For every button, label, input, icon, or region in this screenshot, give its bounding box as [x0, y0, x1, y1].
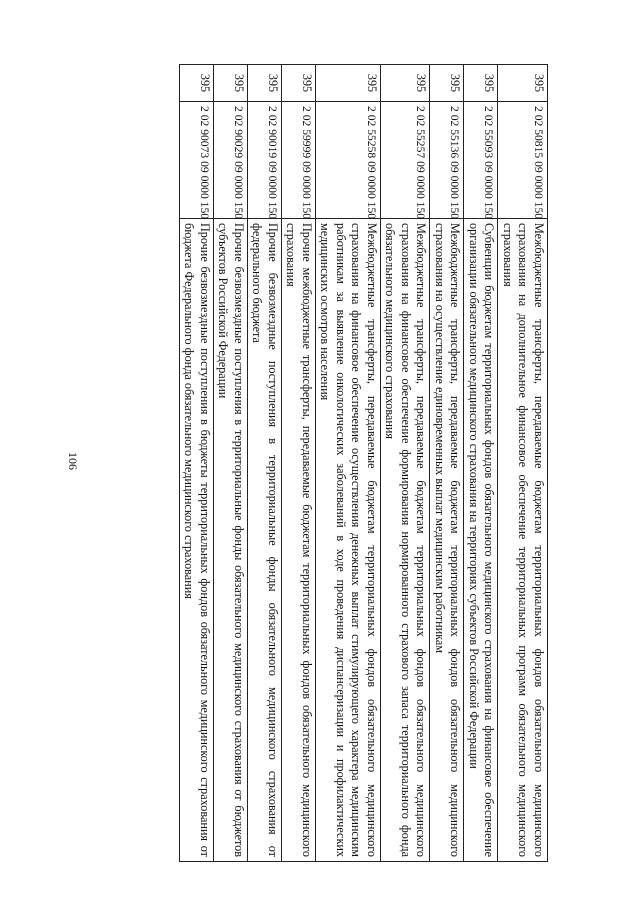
- description-cell: Субвенции бюджетам территориальных фондов обязательного медицинского страхования на финансовое обеспечение организации обязательного медицинского страхования на территориях субъектов Российской Федерации: [464, 219, 498, 862]
- budget-code-cell: 2 02 55258 09 0000 150: [316, 102, 381, 219]
- table-row: [464, 65, 498, 862]
- table-row: [316, 65, 381, 862]
- admin-code-cell: 395: [464, 65, 498, 102]
- table-row: [282, 65, 316, 862]
- budget-code-cell: 2 02 59999 09 0000 150: [282, 102, 316, 219]
- description-cell: Межбюджетные трансферты, передаваемые бюджетам территориальных фондов обязательного медицинского страхования на дополнительное финансовое обеспечение территориальных программ обязательного медицинского страхования: [498, 219, 548, 862]
- admin-code-cell: 395: [282, 65, 316, 102]
- description-cell: Межбюджетные трансферты, передаваемые бюджетам территориальных фондов обязательного медицинского страхования на осуществление единовременных выплат медицинским работникам: [430, 219, 464, 862]
- description-cell: Межбюджетные трансферты, передаваемые бюджетам территориальных фондов обязательного медицинского страхования на финансовое обеспечение формирования нормированного страхового запаса территориального фонда обязательного медицинского страхования: [381, 219, 431, 862]
- table-row: [248, 65, 282, 862]
- budget-code-cell: 2 02 50815 09 0000 150: [498, 102, 548, 219]
- admin-code-cell: 395: [180, 65, 214, 102]
- description-cell: Прочие безвозмездные поступления в бюджеты территориальных фондов обязательного медицинского страхования от бюджета Федерального фонда обязательного медицинского страхования: [180, 219, 214, 862]
- description-cell: Межбюджетные трансферты, передаваемые бюджетам территориальных фондов обязательного медицинского страхования на финансовое обеспечение осуществления денежных выплат стимулирующего характера медицинским работникам за выявление онкологических заболеваний в ходе проведения диспансеризации и профилактических медицинских осмотров населения: [316, 219, 381, 862]
- admin-code-cell: 395: [498, 65, 548, 102]
- description-cell: Прочие безвозмездные поступления в территориальные фонды обязательного медицинского страхования от бюджетов субъектов Российской Федерации: [214, 219, 248, 862]
- admin-code-cell: 395: [430, 65, 464, 102]
- table-row: [498, 65, 548, 862]
- table-row: [430, 65, 464, 862]
- admin-code-cell: 395: [214, 65, 248, 102]
- budget-code-cell: 2 02 55093 09 0000 150: [464, 102, 498, 219]
- budget-code-cell: 2 02 55257 09 0000 150: [381, 102, 431, 219]
- budget-code-cell: 2 02 90029 09 0000 150: [214, 102, 248, 219]
- description-cell: Прочие межбюджетные трансферты, передаваемые бюджетам территориальных фондов обязательного медицинского страхования: [282, 219, 316, 862]
- table-row: [180, 65, 214, 862]
- revenue-codes-table: [179, 64, 548, 862]
- page-number: 106: [66, 452, 80, 470]
- admin-code-cell: 395: [316, 65, 381, 102]
- budget-code-cell: 2 02 90019 09 0000 150: [248, 102, 282, 219]
- budget-code-cell: 2 02 55136 09 0000 150: [430, 102, 464, 219]
- admin-code-cell: 395: [381, 65, 431, 102]
- description-cell: Прочие безвозмездные поступления в территориальные фонды обязательного медицинского страхования от федерального бюджета: [248, 219, 282, 862]
- table-row: [214, 65, 248, 862]
- budget-code-cell: 2 02 90073 09 0000 150: [180, 102, 214, 219]
- rotated-page-content: [94, 64, 548, 862]
- admin-code-cell: 395: [248, 65, 282, 102]
- table-row: [381, 65, 431, 862]
